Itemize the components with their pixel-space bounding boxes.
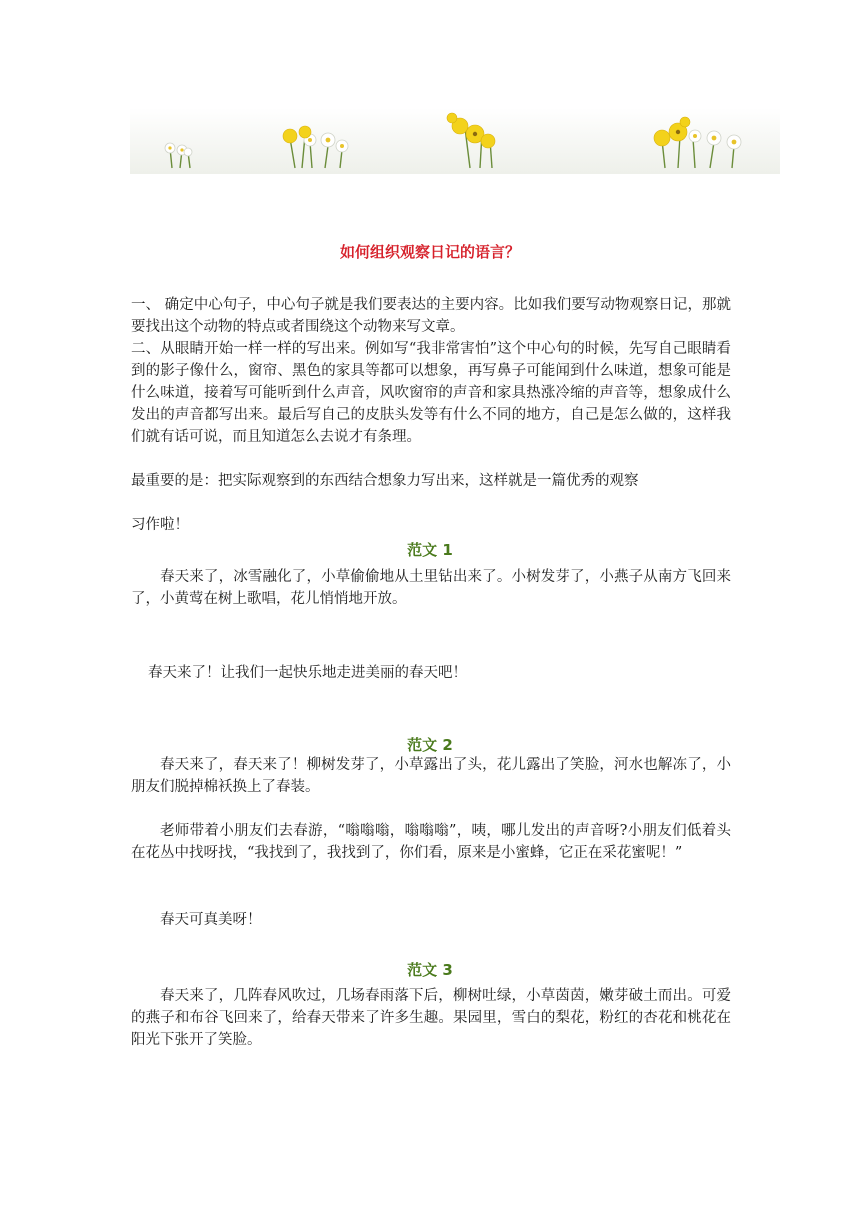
essay-2-paragraph-2: 老师带着小朋友们去春游，“嗡嗡嗡，嗡嗡嗡”，咦，哪儿发出的声音呀?小朋友们低着头在花丛中找呀找，“我找到了，我找到了，你们看，原来是小蜜蜂，它正在采花蜜呢！” <box>131 823 731 861</box>
intro-paragraph-2: 二、从眼睛开始一样一样的写出来。例如写“我非常害怕”这个中心句的时候，先写自己眼睛看到的影子像什么，窗帘、黑色的家具等都可以想象，再写鼻子可能闻到什么味道，想象可能是什么味道，接着写可能听到什么声音，风吹窗帘的声音和家具热涨冷缩的声音等，想象成什么发出的声音都写出来。最后写自己的皮肤头发等有什么不同的地方，自己是怎么做的，这样我们就有话可说，而且知道怎么去说才有条理。 <box>131 341 731 445</box>
flower-banner <box>130 108 780 174</box>
intro-paragraph-3: 最重要的是：把实际观察到的东西结合想象力写出来，这样就是一篇优秀的观察 <box>131 473 639 489</box>
essay-3-paragraph-1: 春天来了，几阵春风吹过，几场春雨落下后，柳树吐绿，小草茵茵，嫩芽破土而出。可爱的燕子和布谷飞回来了，给春天带来了许多生趣。果园里，雪白的梨花，粉红的杏花和桃花在阳光下张开了笑脸。 <box>131 988 731 1048</box>
essay-3-heading: 范文 3 <box>407 961 453 979</box>
essay-1-heading: 范文 1 <box>407 541 453 559</box>
essay-1-paragraph-1: 春天来了，冰雪融化了，小草偷偷地从土里钻出来了。小树发芽了，小燕子从南方飞回来了，小黄莺在树上歌唱，花儿悄悄地开放。 <box>131 569 731 607</box>
intro-paragraph-3-end: 习作啦！ <box>131 517 189 533</box>
essay-2-paragraph-3: 春天可真美呀！ <box>160 912 262 928</box>
page-title: 如何组织观察日记的语言？ <box>339 243 520 261</box>
essay-1-paragraph-2: 春天来了！让我们一起快乐地走进美丽的春天吧！ <box>148 665 467 681</box>
essay-2-paragraph-1: 春天来了，春天来了！柳树发芽了，小草露出了头，花儿露出了笑脸，河水也解冻了，小朋友们脱掉棉袄换上了春装。 <box>131 757 731 795</box>
essay-2-heading: 范文 2 <box>407 736 453 754</box>
intro-paragraph-1: 一、 确定中心句子，中心句子就是我们要表达的主要内容。比如我们要写动物观察日记，那就要找出这个动物的特点或者围绕这个动物来写文章。 <box>131 297 731 335</box>
